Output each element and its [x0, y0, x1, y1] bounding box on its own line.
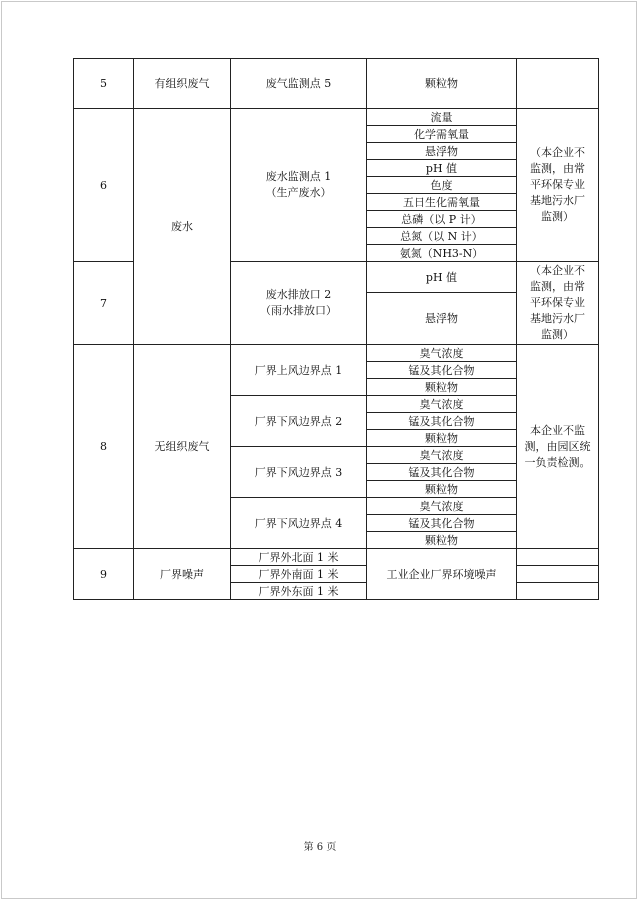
monitoring-item-cell: 颗粒物 — [367, 532, 517, 549]
remark-cell: （本企业不 监测，由常 平环保专业 基地污水厂 监测） — [517, 262, 599, 345]
remark-cell: （本企业不 监测，由常 平环保专业 基地污水厂 监测） — [517, 109, 599, 262]
category-cell: 厂界噪声 — [134, 549, 231, 600]
monitoring-item-cell: 臭气浓度 — [367, 396, 517, 413]
monitoring-item-cell: 总磷（以 P 计） — [367, 211, 517, 228]
monitoring-item-cell: 锰及其化合物 — [367, 464, 517, 481]
monitoring-item-cell: 颗粒物 — [367, 379, 517, 396]
monitoring-item-cell: 臭气浓度 — [367, 498, 517, 515]
monitoring-item-cell: 化学需氧量 — [367, 126, 517, 143]
row-number: 9 — [74, 549, 134, 600]
row-number: 8 — [74, 345, 134, 549]
monitoring-point-cell: 废水监测点 1 （生产废水） — [231, 109, 367, 262]
page-number: 第 6 页 — [303, 842, 337, 853]
monitoring-point-cell: 厂界上风边界点 1 — [231, 345, 367, 396]
monitoring-item-cell: 臭气浓度 — [367, 447, 517, 464]
monitoring-item-cell: 氨氮（NH3-N） — [367, 245, 517, 262]
monitoring-table — [73, 58, 599, 600]
table-row — [74, 549, 599, 566]
monitoring-point-cell: 厂界下风边界点 3 — [231, 447, 367, 498]
monitoring-item-cell: pH 值 — [367, 262, 517, 293]
monitoring-point-cell: 厂界下风边界点 4 — [231, 498, 367, 549]
monitoring-item-cell: 悬浮物 — [367, 293, 517, 345]
monitoring-item-cell: 锰及其化合物 — [367, 413, 517, 430]
monitoring-item-cell: 锰及其化合物 — [367, 362, 517, 379]
monitoring-item-cell: 工业企业厂界环境噪声 — [367, 549, 517, 600]
table-row — [74, 109, 599, 126]
remark-cell — [517, 59, 599, 109]
row-number: 5 — [74, 59, 134, 109]
monitoring-point-cell: 厂界外南面 1 米 — [231, 566, 367, 583]
monitoring-item-cell: 流量 — [367, 109, 517, 126]
monitoring-item-cell: 五日生化需氧量 — [367, 194, 517, 211]
monitoring-point-cell: 厂界下风边界点 2 — [231, 396, 367, 447]
monitoring-point-cell: 废水排放口 2 （雨水排放口） — [231, 262, 367, 345]
monitoring-item-cell: 颗粒物 — [367, 481, 517, 498]
monitoring-point-cell: 废气监测点 5 — [231, 59, 367, 109]
monitoring-item-cell: 颗粒物 — [367, 59, 517, 109]
remark-cell — [517, 549, 599, 566]
category-cell: 有组织废气 — [134, 59, 231, 109]
monitoring-point-cell: 厂界外北面 1 米 — [231, 549, 367, 566]
row-number: 7 — [74, 262, 134, 345]
monitoring-item-cell: 臭气浓度 — [367, 345, 517, 362]
monitoring-item-cell: pH 值 — [367, 160, 517, 177]
monitoring-item-cell: 悬浮物 — [367, 143, 517, 160]
row-number: 6 — [74, 109, 134, 262]
category-cell: 废水 — [134, 109, 231, 345]
category-cell: 无组织废气 — [134, 345, 231, 549]
monitoring-point-cell: 厂界外东面 1 米 — [231, 583, 367, 600]
table-row — [74, 59, 599, 109]
table-row — [74, 345, 599, 362]
monitoring-item-cell: 总氮（以 N 计） — [367, 228, 517, 245]
monitoring-item-cell: 色度 — [367, 177, 517, 194]
remark-cell — [517, 566, 599, 583]
monitoring-item-cell: 颗粒物 — [367, 430, 517, 447]
remark-cell: 本企业不监 测，由园区统 一负责检测。 — [517, 345, 599, 549]
monitoring-item-cell: 锰及其化合物 — [367, 515, 517, 532]
remark-cell — [517, 583, 599, 600]
